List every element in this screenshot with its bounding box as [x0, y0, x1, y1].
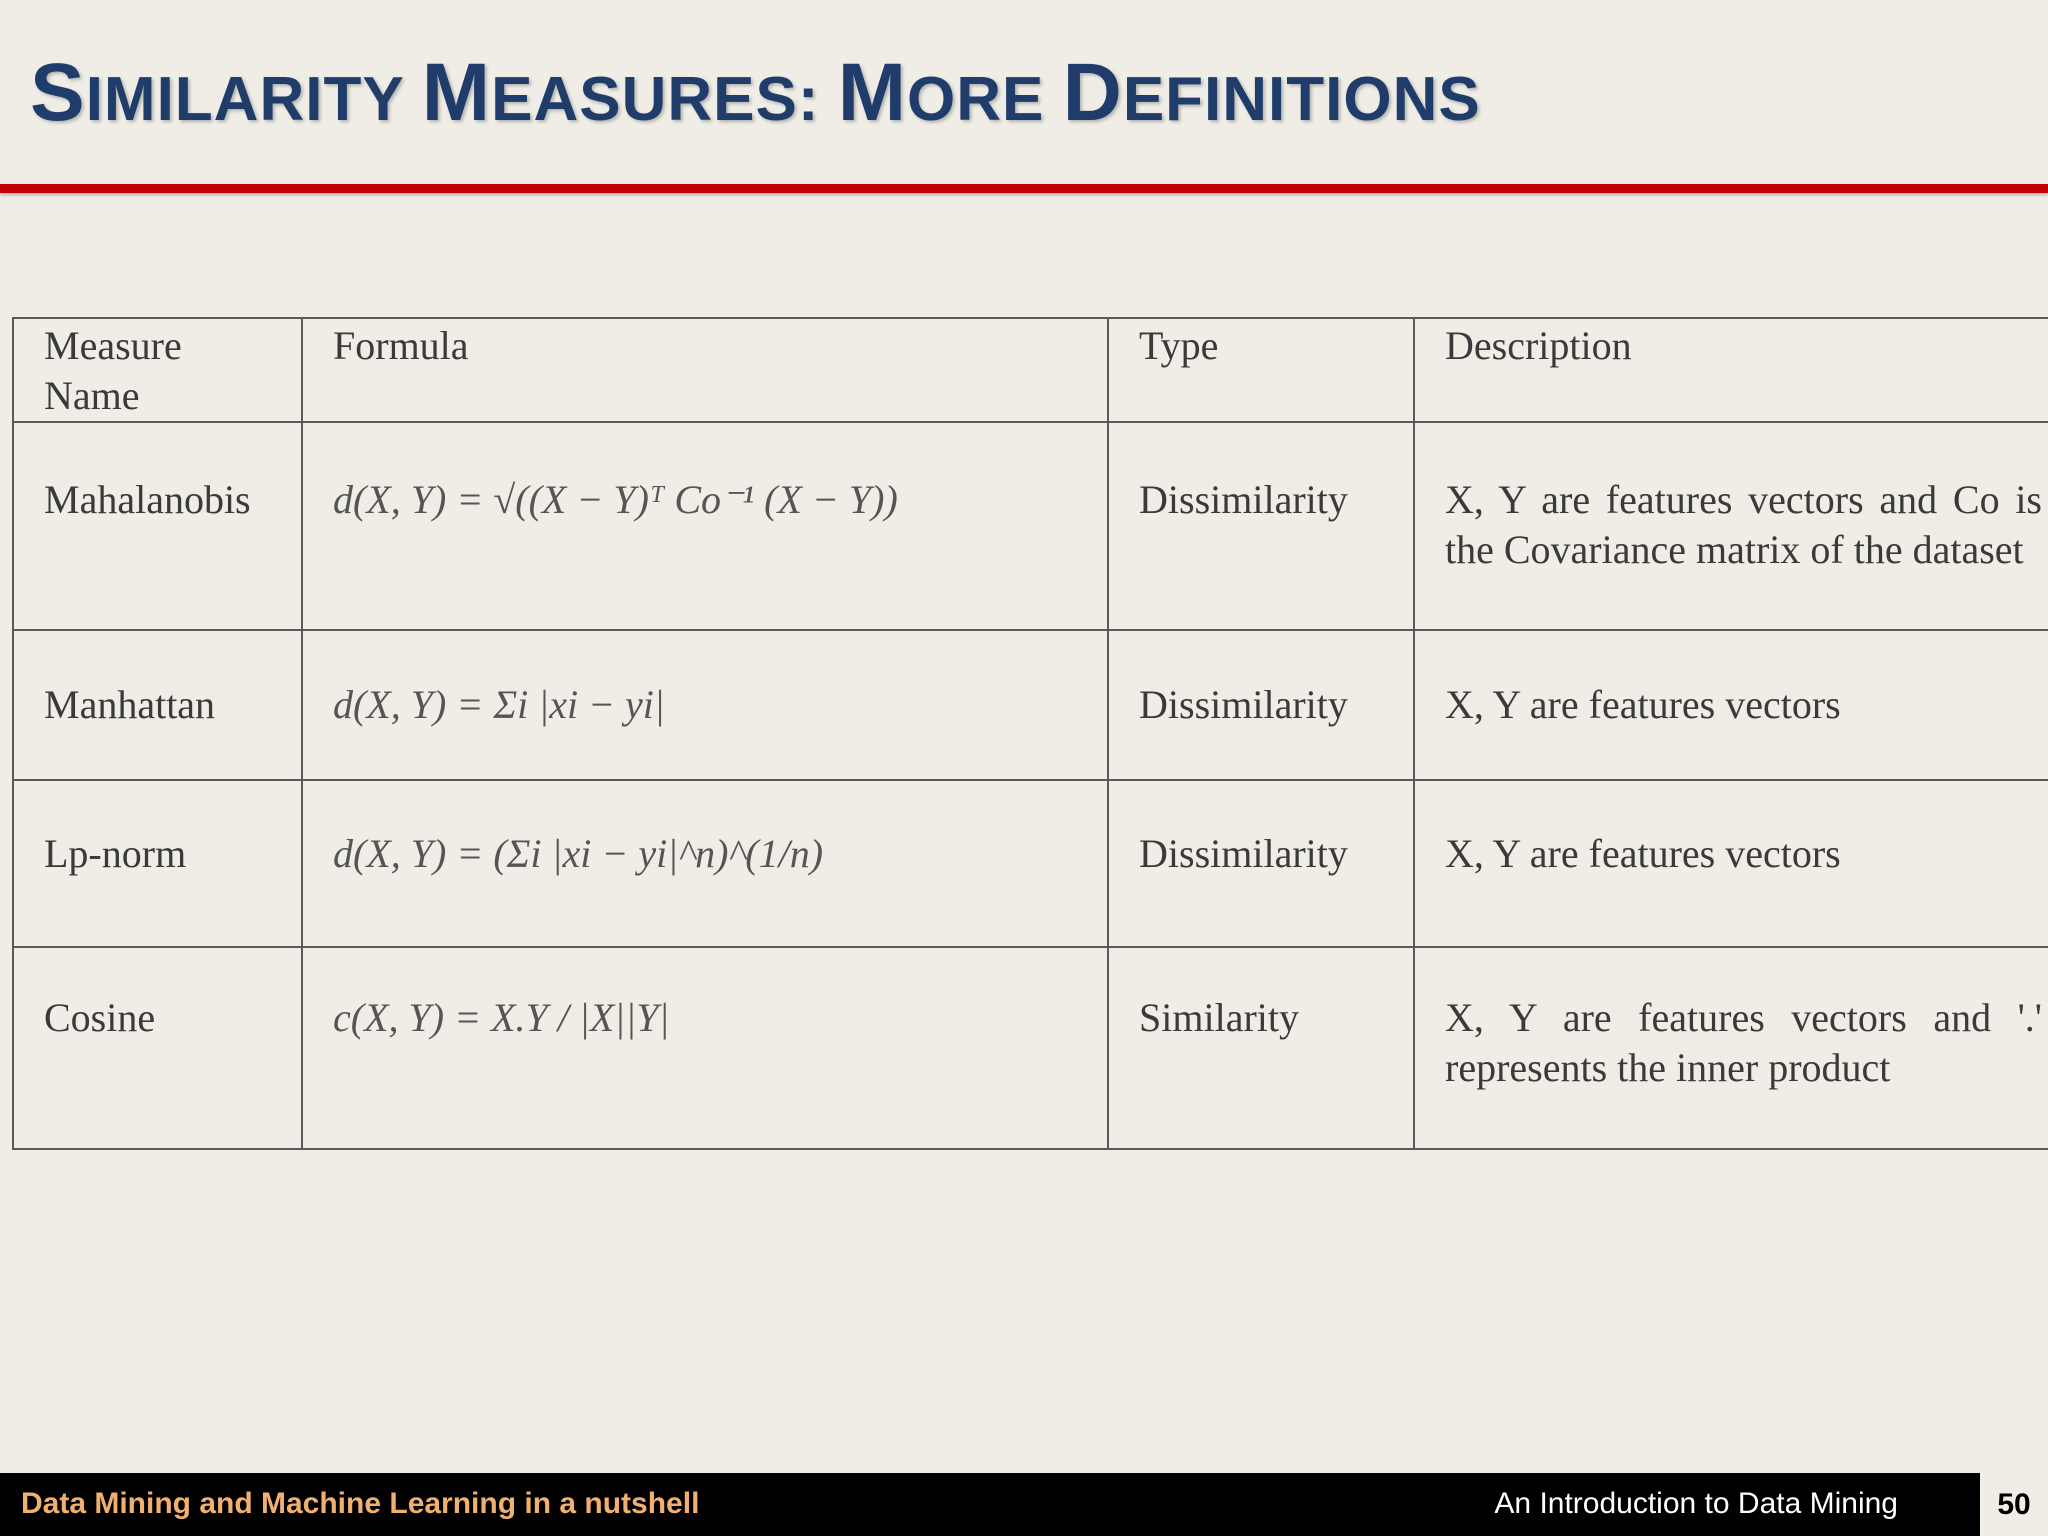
- measures-table-container: [12, 317, 2048, 1150]
- measure-description: X, Y are features vectors: [1414, 780, 2048, 947]
- table-row: [13, 947, 2048, 1149]
- page-number: 50: [1980, 1473, 2048, 1536]
- slide-footer: [0, 1473, 2048, 1536]
- formula-cosine: c(X, Y) = X.Y / |X||Y|: [302, 947, 1108, 1149]
- formula-mahalanobis: d(X, Y) = √((X − Y)ᵀ Co⁻¹ (X − Y)): [302, 422, 1108, 630]
- footer-section-title: An Introduction to Data Mining: [1494, 1487, 1898, 1520]
- measure-name: Mahalanobis: [13, 422, 302, 630]
- table-header-row: [13, 318, 2048, 422]
- measure-description: X, Y are features vectors and Co is the Covariance matrix of the dataset: [1414, 422, 2048, 630]
- header-description: Description: [1414, 318, 2048, 422]
- formula-manhattan: d(X, Y) = Σi |xi − yi|: [302, 630, 1108, 780]
- table-row: [13, 780, 2048, 947]
- header-formula: Formula: [302, 318, 1108, 422]
- table-row: [13, 422, 2048, 630]
- header-measure-name: Measure Name: [13, 318, 302, 422]
- header-type: Type: [1108, 318, 1414, 422]
- table-row: [13, 630, 2048, 780]
- slide-title: SIMILARITY MEASURES: MORE DEFINITIONS: [30, 47, 1481, 138]
- measure-name: Manhattan: [13, 630, 302, 780]
- measure-description: X, Y are features vectors and '.' represents the inner product: [1414, 947, 2048, 1149]
- measure-type: Dissimilarity: [1108, 780, 1414, 947]
- measure-type: Dissimilarity: [1108, 422, 1414, 630]
- measure-type: Similarity: [1108, 947, 1414, 1149]
- title-divider: [0, 184, 2048, 193]
- measure-name: Lp-norm: [13, 780, 302, 947]
- formula-lp-norm: d(X, Y) = (Σi |xi − yi|^n)^(1/n): [302, 780, 1108, 947]
- footer-course-title: Data Mining and Machine Learning in a nutshell: [21, 1487, 700, 1520]
- measure-name: Cosine: [13, 947, 302, 1149]
- measure-type: Dissimilarity: [1108, 630, 1414, 780]
- measure-description: X, Y are features vectors: [1414, 630, 2048, 780]
- similarity-measures-table: [12, 317, 2048, 1150]
